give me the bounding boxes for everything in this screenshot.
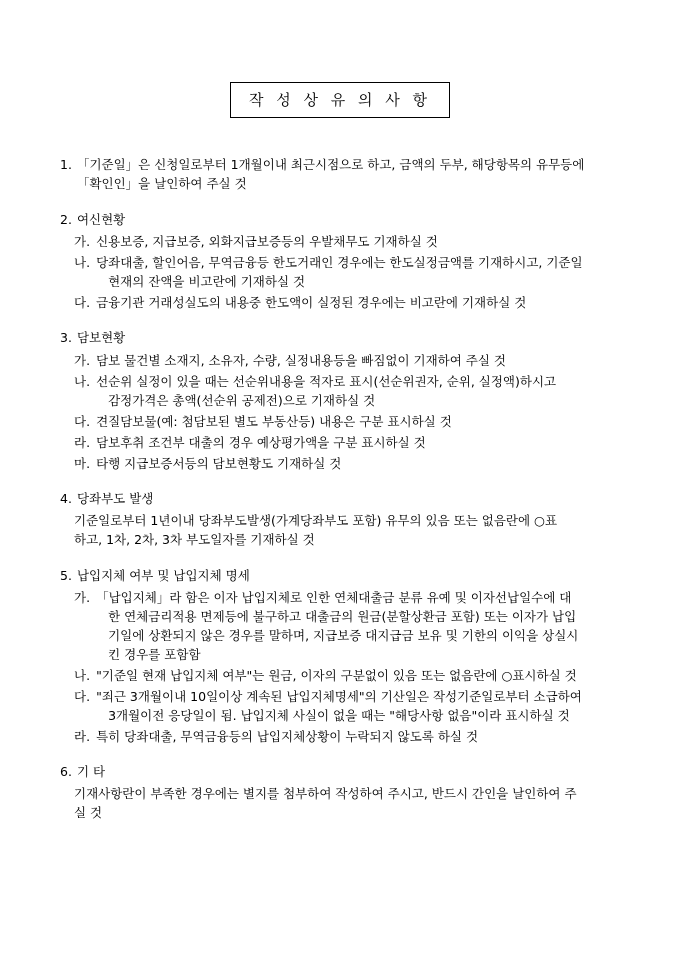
section-heading [52, 763, 628, 782]
list-item [52, 372, 628, 410]
item-line: 한 연체금리적용 면제등에 불구하고 대출금의 원금(분할상환금 포함) 또는 이자가 납입 [108, 609, 577, 625]
section-number: 6. [60, 764, 72, 780]
item-marker: 라. [74, 729, 91, 745]
item-line: 3개월이전 응당일이 됨. 납입지체 사실이 없을 때는 "해당사항 없음"이라 표시하실 것 [108, 708, 570, 724]
item-line: 금융기관 거래성실도의 내용중 한도액이 실정된 경우에는 비고란에 기재하실 것 [96, 295, 527, 311]
list-item [52, 433, 628, 452]
list-item [52, 351, 628, 370]
section-4 [52, 490, 628, 550]
section-line: 「기준일」은 신청일로부터 1개월이내 최근시점으로 하고, 금액의 두부, 해당항목의 유무등에 [76, 157, 585, 172]
list-item [52, 454, 628, 473]
item-body [96, 372, 628, 410]
item-body [96, 351, 628, 370]
title-container [52, 82, 628, 118]
section-5 [52, 567, 628, 747]
item-marker: 가. [74, 353, 91, 368]
section-heading [52, 490, 628, 509]
item-body [96, 412, 628, 431]
item-line: 타행 지급보증서등의 담보현황도 기재하실 것 [96, 456, 342, 471]
item-marker: 가. [74, 234, 91, 250]
item-body [96, 727, 628, 746]
item-line: 감정가격은 총액(선순위 공제전)으로 기재하실 것 [108, 393, 376, 408]
section-2 [52, 211, 628, 313]
item-marker: 나. [74, 255, 91, 271]
section-items [52, 588, 628, 746]
section-heading [52, 567, 628, 586]
section-number: 3. [60, 330, 72, 346]
item-line: "기준일 현재 납입지체 여부"는 원금, 이자의 구분없이 있음 또는 없음란에 ○표시하실 것 [96, 668, 577, 684]
section-text: 여신현황 [76, 211, 126, 227]
item-line: 담보후취 조건부 대출의 경우 예상평가액을 구분 표시하실 것 [96, 435, 426, 450]
item-line: 신용보증, 지급보증, 외화지급보증등의 우발채무도 기재하실 것 [96, 234, 438, 250]
section-1 [52, 156, 628, 194]
list-item [52, 687, 628, 725]
item-marker: 마. [74, 456, 91, 471]
item-body [96, 433, 628, 452]
list-item [52, 588, 628, 664]
item-marker: 다. [74, 295, 91, 311]
item-body [96, 588, 628, 664]
item-marker: 다. [74, 414, 91, 429]
list-item [52, 253, 628, 291]
item-line: "죄근 3개월이내 10일이상 계속된 납입지체명세"의 기산일은 작성기준일로부터 소급하여 [96, 689, 582, 705]
section-6 [52, 763, 628, 823]
list-item [52, 727, 628, 746]
section-number: 5. [60, 567, 72, 583]
section-items [52, 232, 628, 312]
list-item [52, 666, 628, 685]
item-line: 현재의 잔액을 비고란에 기재하실 것 [108, 274, 306, 290]
list-item [52, 293, 628, 312]
section-number: 4. [60, 491, 72, 506]
section-heading [52, 211, 628, 230]
item-body [96, 253, 628, 291]
paragraph-line: 기준일로부터 1년이내 당좌부도발생(가계당좌부도 포함) 유무의 있음 또는 없음란에 ○표 [74, 512, 558, 528]
section-number: 2. [60, 211, 72, 227]
item-marker: 라. [74, 435, 91, 450]
section-text: 담보현황 [76, 330, 126, 346]
section-heading [52, 329, 628, 348]
page-title: 작 성 상 유 의 사 항 [230, 82, 450, 118]
paragraph-line: 실 것 [74, 805, 103, 821]
item-marker: 가. [74, 590, 91, 606]
item-body [96, 687, 628, 725]
item-body [96, 666, 628, 685]
item-body [96, 232, 628, 251]
section-text: 당좌부도 발생 [76, 491, 154, 506]
section-paragraph [52, 784, 628, 823]
section-line: 「확인인」을 날인하여 주실 것 [76, 175, 247, 191]
section-text [77, 156, 628, 194]
section-text: 납입지체 여부 및 납입지체 명세 [76, 567, 250, 583]
paragraph-line: 기재사항란이 부족한 경우에는 별지를 첨부하여 작성하여 주시고, 반드시 간인을 날인하여 주 [74, 786, 577, 801]
section-heading [52, 156, 628, 194]
item-body [96, 293, 628, 312]
section-paragraph [52, 511, 628, 550]
item-body [96, 454, 628, 473]
item-marker: 나. [74, 668, 91, 684]
item-line: 당좌대출, 할인어음, 무역금융등 한도거래인 경우에는 한도실정금액를 기재하시고, 기준일 [96, 255, 583, 271]
section-items [52, 351, 628, 473]
item-line: 선순위 실정이 있을 때는 선순위내용을 적자로 표시(선순위권자, 순위, 실정액)하시고 [96, 374, 557, 389]
item-marker: 나. [74, 374, 91, 389]
item-line: 견질담보물(예: 첨담보된 별도 부동산등) 내용은 구분 표시하실 것 [96, 414, 452, 429]
item-line: 기일에 상환되지 않은 경우를 말하며, 지급보증 대지급금 보유 및 기한의 이익을 상실시 [108, 628, 579, 644]
item-line: 「납입지체」라 함은 이자 납입지체로 인한 연체대출금 분류 유예 및 이자선납일수에 대 [96, 590, 572, 606]
item-line: 킨 경우를 포함함 [108, 647, 201, 663]
section-3 [52, 329, 628, 473]
item-marker: 다. [74, 689, 91, 705]
item-line: 특히 당좌대출, 무역금융등의 납입지체상황이 누락되지 않도록 하실 것 [96, 729, 479, 745]
item-line: 담보 물건별 소재지, 소유자, 수량, 실정내용등을 빠짐없이 기재하여 주실 것 [96, 353, 506, 368]
list-item [52, 232, 628, 251]
paragraph-line: 하고, 1차, 2차, 3차 부도일자를 기재하실 것 [74, 532, 315, 548]
list-item [52, 412, 628, 431]
section-number: 1. [60, 157, 72, 172]
section-text: 기 타 [76, 764, 106, 780]
